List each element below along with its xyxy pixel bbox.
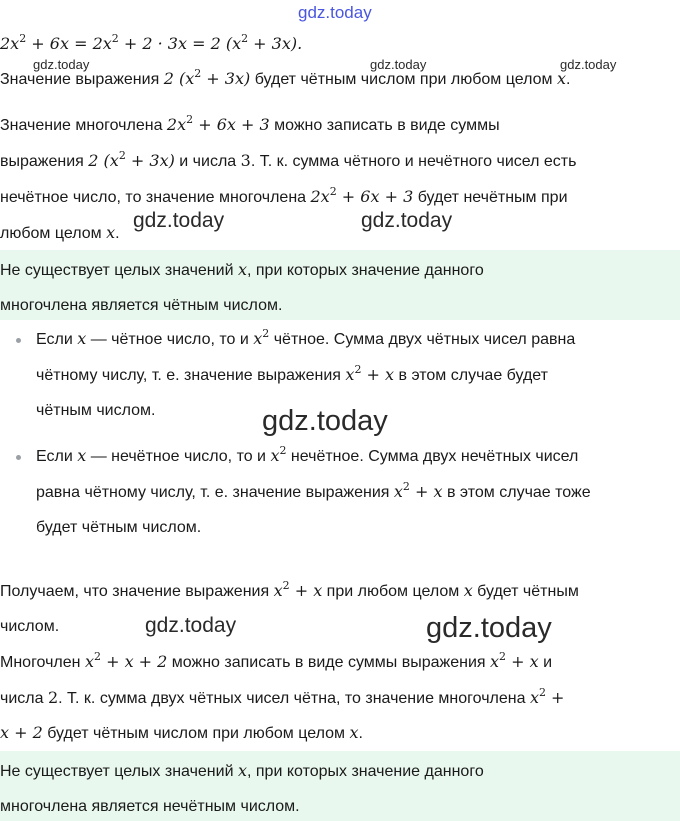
bullet-dot — [16, 455, 21, 460]
paragraph-polynomial-line-2: выражения 2 $(x^2 + 3x)$ и числа 3. Т. к. сумма чётного и нечётного чисел есть — [0, 148, 577, 170]
watermark: gdz.today — [426, 612, 552, 644]
bullet-even-line-1: Если x — чётное число, то и $x^2$ чётное. Сумма двух чётных чисел равна — [36, 326, 576, 348]
bullet-odd-line-3: будет чётным числом. — [36, 519, 202, 536]
answer-even-line-1: Не существует целых значений x, при которых значение данного — [0, 260, 484, 279]
bullet-even-line-3: чётным числом. — [36, 402, 156, 419]
watermark: gdz.today — [361, 209, 453, 232]
watermark: gdz.today — [33, 57, 90, 72]
bullet-dot — [16, 338, 21, 343]
paragraph-polynomial2-line-1: Многочлен $x^2 + x + 2$ можно записать в виде суммы выражения $x^2 + x$ и — [0, 649, 553, 671]
paragraph-even-expression: Значение выражения 2 $(x^2 + 3x)$ будет чётным числом при любом целом x. — [0, 66, 571, 88]
paragraph-polynomial-line-1: Значение многочлена $2x^2 + 6x + 3$ можно записать в виде суммы — [0, 112, 500, 134]
paragraph-polynomial-line-3: нечётное число, то значение многочлена $2x^2 + 6x + 3$ будет нечётным при — [0, 184, 568, 206]
answer-odd-line-2: многочлена является нечётным числом. — [0, 798, 300, 815]
paragraph-polynomial-line-4: любом целом x. — [0, 223, 120, 242]
bullet-odd-line-1: Если x — нечётное число, то и $x^2$ нечётное. Сумма двух нечётных чисел — [36, 443, 579, 465]
equation-line: $2x^2 + 6x = 2x^2 + 2 \cdot 3x = 2$ $(x^2 + 3x)$. — [0, 31, 303, 53]
answer-even-line-2: многочлена является чётным числом. — [0, 297, 283, 314]
watermark-top: gdz.today — [298, 3, 372, 22]
paragraph-conclusion-line-1: Получаем, что значение выражения $x^2 + x$ при любом целом x будет чётным — [0, 578, 579, 600]
paragraph-polynomial2-line-2: числа 2. Т. к. сумма двух чётных чисел чётна, то значение многочлена $x^2$ + — [0, 685, 565, 707]
watermark: gdz.today — [145, 614, 237, 637]
bullet-odd-line-2: равна чётному числу, т. е. значение выражения $x^2 + x$ в этом случае тоже — [36, 479, 591, 501]
watermark: gdz.today — [560, 57, 617, 72]
answer-odd-line-1: Не существует целых значений x, при которых значение данного — [0, 761, 484, 780]
bullet-even-line-2: чётному числу, т. е. значение выражения $x^2 + x$ в этом случае будет — [36, 362, 548, 384]
paragraph-polynomial2-line-3: x + 2 будет чётным числом при любом целом x. — [0, 723, 363, 742]
watermark: gdz.today — [370, 57, 427, 72]
watermark: gdz.today — [133, 209, 225, 232]
watermark: gdz.today — [262, 405, 388, 437]
paragraph-conclusion-line-2: числом. — [0, 618, 60, 635]
